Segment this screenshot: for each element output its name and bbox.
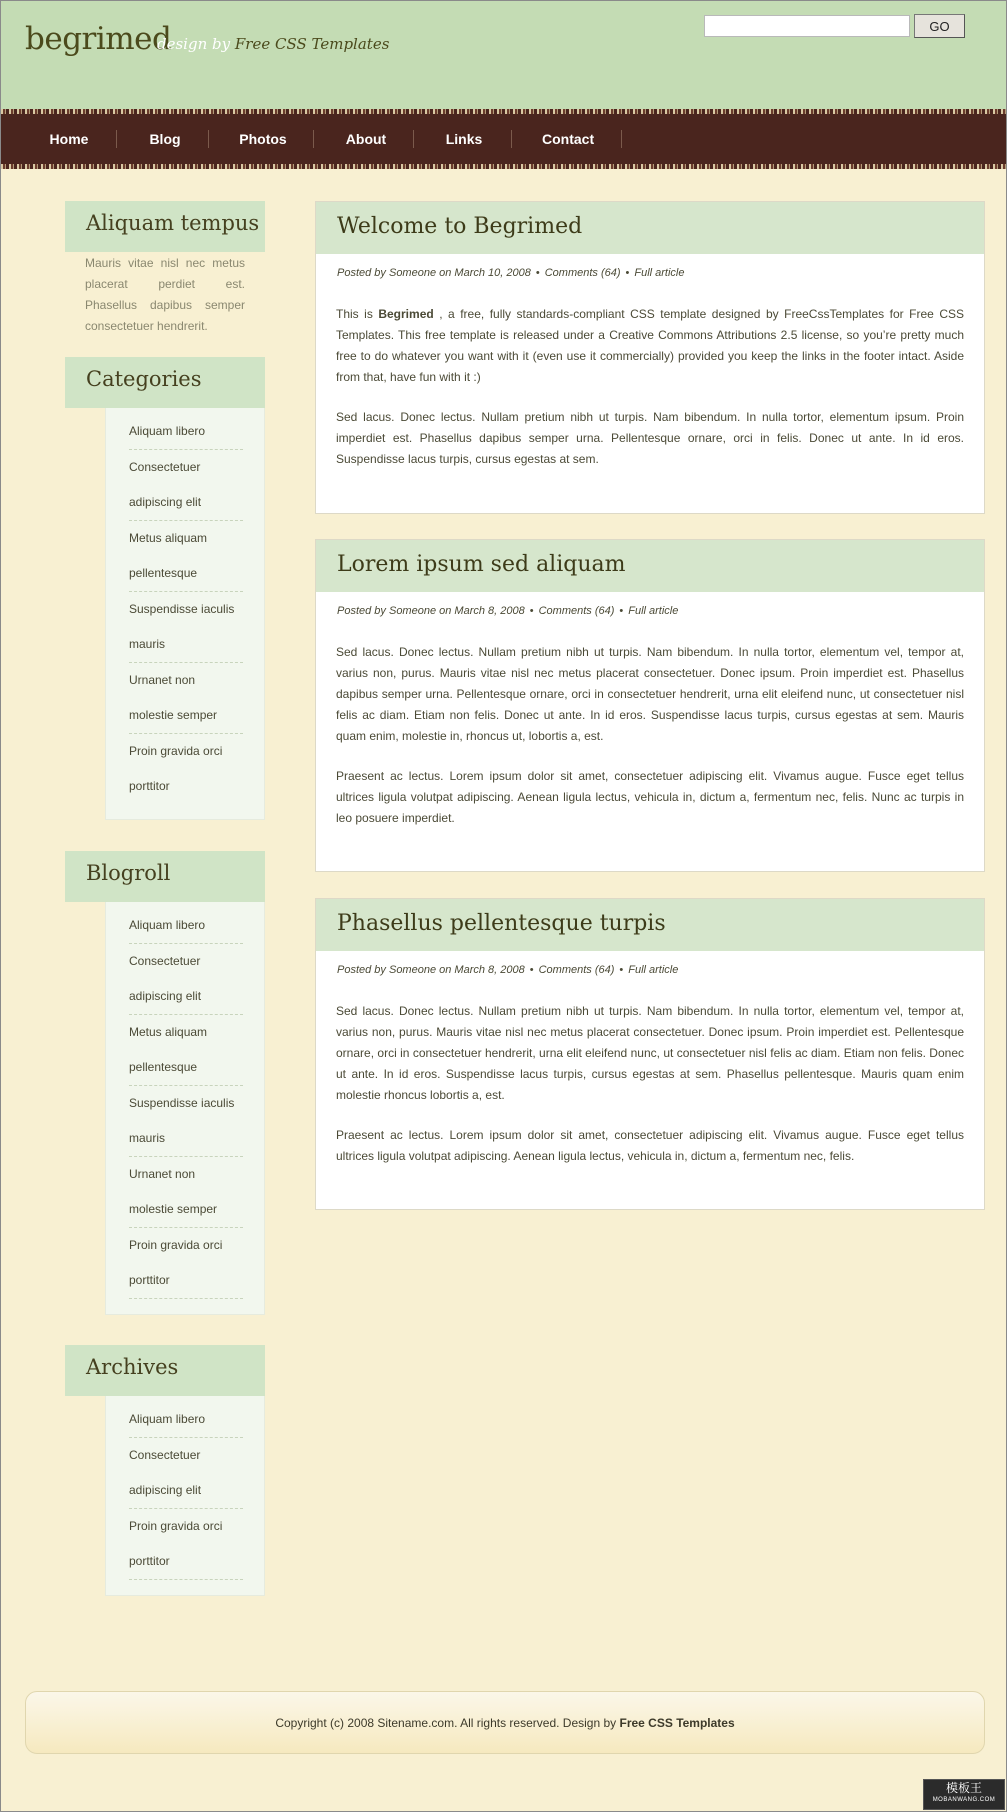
menu-item-about[interactable]: About bbox=[345, 131, 387, 147]
post-bold-text: Begrimed bbox=[378, 307, 434, 321]
post bbox=[315, 201, 985, 514]
search-input[interactable] bbox=[704, 15, 910, 37]
watermark-site: MOBANWANG.COM bbox=[932, 1797, 996, 1803]
header bbox=[1, 1, 1006, 109]
post-paragraph: Sed lacus. Donec lectus. Nullam pretium nibh ut turpis. Nam bibendum. In nulla tortor, elementum vel, tempor at, varius non, purus. Mauris vitae nisl nec metus placerat consectetuer. Donec ipsum. Proin imperdiet est. Pellentesque ornare, orci in consectetuer hendrerit, urna elit eleifend nunc, ut consectetuer nisl felis ac diam. Etiam non felis. Donec ut ante. In id eros. Suspendisse lacus turpis, cursus egestas at sem. Phasellus pellentesque. Mauris quam enim molestie rhoncus lobortis a, est. bbox=[336, 1004, 964, 1102]
menu-separator bbox=[116, 130, 117, 148]
blogroll-link[interactable]: Suspendisse iaculis mauris bbox=[129, 1096, 235, 1145]
tagline-link[interactable]: Free CSS Templates bbox=[234, 35, 390, 53]
blogroll-link[interactable]: Urnanet non molestie semper bbox=[129, 1167, 218, 1216]
post-paragraph: Sed lacus. Donec lectus. Nullam pretium nibh ut turpis. Nam bibendum. In nulla tortor, elementum vel, tempor at, varius non, purus. Mauris vitae nisl nec metus placerat consectetuer. Donec ipsum. Proin imperdiet est. Phasellus dapibus semper urna. Pellentesque ornare, orci in consectetuer hendrerit, urna elit eleifend nunc, ut consectetuer nisl felis ac diam. Etiam non felis. Donec ut ante. In id eros. Suspendisse lacus turpis, cursus egestas at sem. Mauris quam enim, molestie in, rhoncus ut, lobortis a, est. bbox=[336, 645, 964, 743]
search-go-button[interactable]: GO bbox=[914, 14, 965, 38]
menu-item-contact[interactable]: Contact bbox=[542, 131, 595, 147]
post-meta: Posted by Someone on March 10, 2008 • Comments (64) • Full article bbox=[337, 267, 685, 279]
menu-item-home[interactable]: Home bbox=[49, 131, 89, 147]
post-body bbox=[316, 292, 984, 470]
menu-item-links[interactable]: Links bbox=[445, 131, 483, 147]
sidebar-title-blogroll: Blogroll bbox=[65, 851, 265, 902]
list-item[interactable] bbox=[129, 1228, 243, 1299]
site-logo[interactable]: begrimed bbox=[25, 21, 172, 57]
list-item[interactable] bbox=[129, 944, 243, 1015]
blogroll-list bbox=[105, 902, 265, 1315]
post-title[interactable]: Phasellus pellentesque turpis bbox=[316, 899, 984, 951]
post-text: This is bbox=[336, 307, 373, 321]
post-byline: Posted by Someone on March 10, 2008 bbox=[337, 267, 531, 279]
list-item[interactable] bbox=[129, 1157, 243, 1228]
list-item[interactable] bbox=[129, 734, 243, 804]
tagline-prefix: design by bbox=[157, 35, 231, 53]
footer bbox=[25, 1691, 985, 1754]
archive-link[interactable]: Proin gravida orci porttitor bbox=[129, 1519, 223, 1568]
category-link[interactable]: Metus aliquam pellentesque bbox=[129, 531, 208, 580]
list-item[interactable] bbox=[129, 1509, 243, 1580]
archive-link[interactable]: Aliquam libero bbox=[129, 1412, 206, 1426]
menu-separator bbox=[511, 130, 512, 148]
list-item[interactable] bbox=[129, 663, 243, 734]
tagline bbox=[157, 35, 389, 53]
categories-list bbox=[105, 408, 265, 820]
list-item[interactable] bbox=[129, 592, 243, 663]
post-body bbox=[316, 989, 984, 1167]
blogroll-link[interactable]: Metus aliquam pellentesque bbox=[129, 1025, 208, 1074]
list-item[interactable] bbox=[129, 1086, 243, 1157]
sidebar-title-archives: Archives bbox=[65, 1345, 265, 1396]
post-body bbox=[316, 630, 984, 829]
watermark-brand: 模板王 bbox=[945, 1781, 982, 1795]
post-byline: Posted by Someone on March 8, 2008 bbox=[337, 605, 525, 617]
archives-list bbox=[105, 1396, 265, 1596]
menu-separator bbox=[208, 130, 209, 148]
comments-link[interactable]: Comments (64) bbox=[544, 267, 621, 279]
post-meta: Posted by Someone on March 8, 2008 • Comments (64) • Full article bbox=[337, 964, 679, 976]
list-item[interactable] bbox=[129, 1402, 243, 1438]
list-item[interactable] bbox=[129, 521, 243, 592]
sidebar-title-aliquam-tempus: Aliquam tempus bbox=[65, 201, 265, 252]
comments-link[interactable]: Comments (64) bbox=[538, 605, 615, 617]
full-article-link[interactable]: Full article bbox=[628, 605, 679, 617]
post bbox=[315, 898, 985, 1210]
category-link[interactable]: Aliquam libero bbox=[129, 424, 206, 438]
post-title[interactable]: Lorem ipsum sed aliquam bbox=[316, 540, 984, 592]
post bbox=[315, 539, 985, 872]
post-meta: Posted by Someone on March 8, 2008 • Comments (64) • Full article bbox=[337, 605, 679, 617]
list-item[interactable] bbox=[129, 414, 243, 450]
blogroll-link[interactable]: Proin gravida orci porttitor bbox=[129, 1238, 223, 1287]
main-menu bbox=[1, 109, 1006, 169]
menu-item-photos[interactable]: Photos bbox=[239, 131, 287, 147]
category-link[interactable]: Urnanet non molestie semper bbox=[129, 673, 218, 722]
footer-copyright: Copyright (c) 2008 Sitename.com. All rights reserved. Design by bbox=[275, 1716, 617, 1730]
post-paragraph: Praesent ac lectus. Lorem ipsum dolor sit amet, consectetuer adipiscing elit. Vivamus augue. Fusce eget tellus ultrices ligula volutpat adipiscing. Aenean ligula lectus, vehicula in, dictum a, fermentum nec, felis. Nunc ac turpis in leo posuere imperdiet. bbox=[336, 769, 964, 825]
sidebar-intro-text: Mauris vitae nisl nec metus placerat perdiet est. Phasellus dapibus semper consectetuer hendrerit. bbox=[85, 256, 245, 333]
post-title[interactable]: Welcome to Begrimed bbox=[316, 202, 984, 254]
full-article-link[interactable]: Full article bbox=[634, 267, 685, 279]
post-text: , a free, fully standards-compliant CSS template designed by FreeCssTemplates for Free CSS Templates. This free template is released under a Creative Commons Attributions 2.5 license, so you’re pretty much free to do whatever you want with it (even use it commercially) provided you keep the links in the footer intact. Aside from that, have fun with it :) bbox=[336, 307, 965, 384]
post-paragraph: Sed lacus. Donec lectus. Nullam pretium nibh ut turpis. Nam bibendum. In nulla tortor, elementum ipsum. Proin imperdiet est. Phasellus dapibus semper urna. Pellentesque ornare, orci in felis. Donec ut ante. In id eros. Suspendisse lacus turpis, cursus egestas at sem. bbox=[336, 410, 964, 466]
sidebar-title-categories: Categories bbox=[65, 357, 265, 408]
menu-separator bbox=[413, 130, 414, 148]
post-paragraph: Praesent ac lectus. Lorem ipsum dolor sit amet, consectetuer adipiscing elit. Vivamus augue. Fusce eget tellus ultrices ligula volutpat adipiscing. Aenean ligula lectus, vehicula in, dictum a, fermentum nec, felis. bbox=[336, 1128, 964, 1163]
menu-separator bbox=[313, 130, 314, 148]
post-byline: Posted by Someone on March 8, 2008 bbox=[337, 964, 525, 976]
category-link[interactable]: Suspendisse iaculis mauris bbox=[129, 602, 235, 651]
menu-separator bbox=[621, 130, 622, 148]
list-item[interactable] bbox=[129, 450, 243, 521]
list-item[interactable] bbox=[129, 1015, 243, 1086]
category-link[interactable]: Consectetuer adipiscing elit bbox=[129, 460, 202, 509]
blogroll-link[interactable]: Consectetuer adipiscing elit bbox=[129, 954, 202, 1003]
blogroll-link[interactable]: Aliquam libero bbox=[129, 918, 206, 932]
watermark-logo bbox=[923, 1779, 1005, 1810]
list-item[interactable] bbox=[129, 908, 243, 944]
footer-designer-link[interactable]: Free CSS Templates bbox=[619, 1716, 735, 1730]
archive-link[interactable]: Consectetuer adipiscing elit bbox=[129, 1448, 202, 1497]
list-item[interactable] bbox=[129, 1438, 243, 1509]
comments-link[interactable]: Comments (64) bbox=[538, 964, 615, 976]
full-article-link[interactable]: Full article bbox=[628, 964, 679, 976]
post-paragraph bbox=[336, 304, 964, 388]
menu-item-blog[interactable]: Blog bbox=[149, 131, 181, 147]
category-link[interactable]: Proin gravida orci porttitor bbox=[129, 744, 223, 793]
